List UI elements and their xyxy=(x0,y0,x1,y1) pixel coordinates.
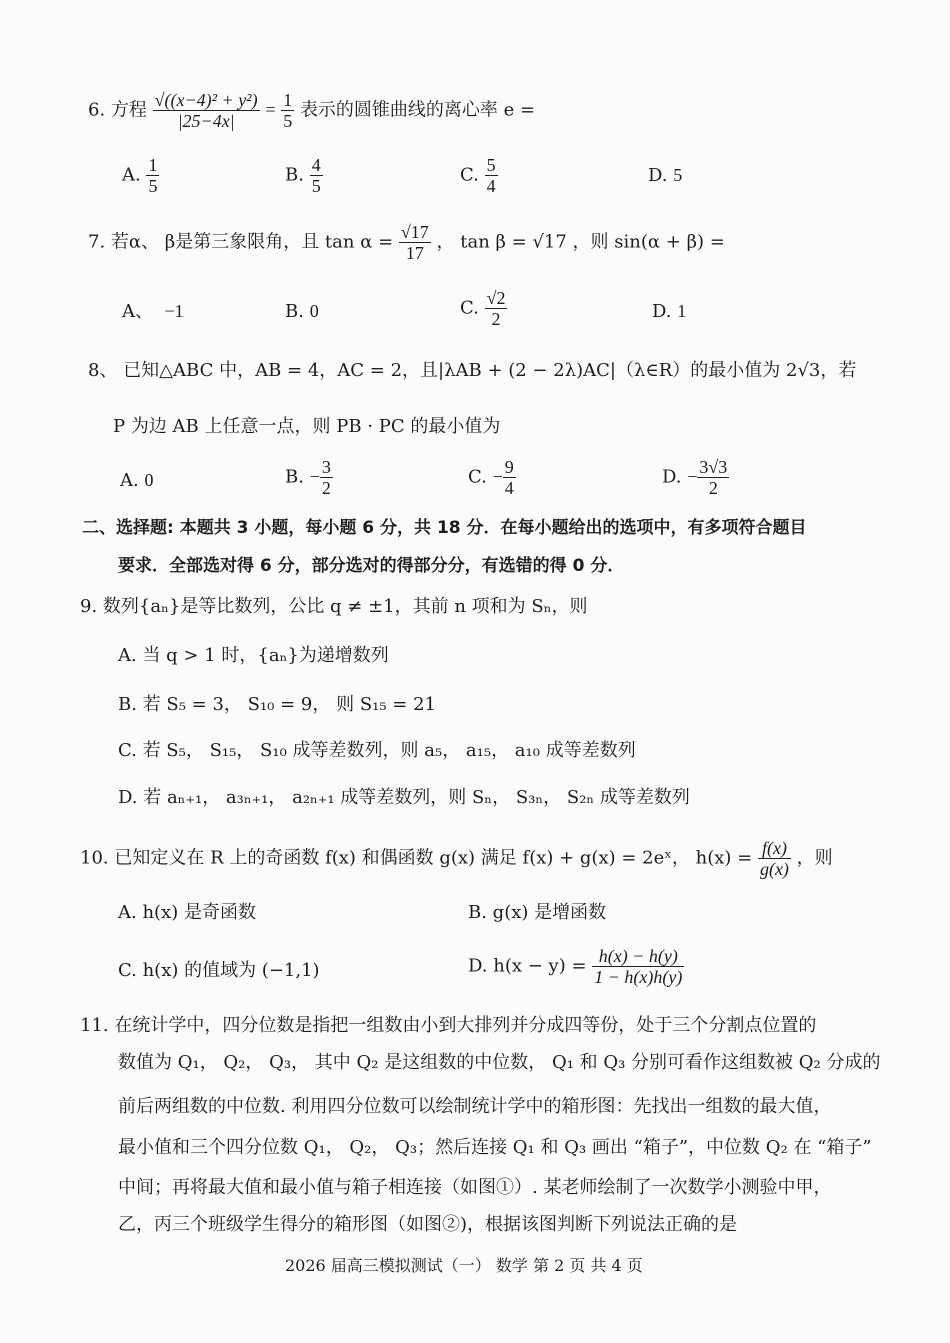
q11-line4: 最小值和三个四分位数 Q₁， Q₂， Q₃；然后连接 Q₁ 和 Q₃ 画出 “箱子”，中位数 Q₂ 在 “箱子” xyxy=(118,1137,872,1158)
q7-option-b xyxy=(285,298,319,325)
q6-suffix: 表示的圆锥曲线的离心率 e = xyxy=(299,99,536,121)
q8-option-c-label: C. xyxy=(468,466,487,488)
q10-h-numerator: f(x) xyxy=(758,838,791,859)
q7-option-c xyxy=(460,288,507,329)
q10-stem xyxy=(80,838,833,879)
q9-option-b: B. 若 S₅ = 3， S₁₀ = 9， 则 S₁₅ = 21 xyxy=(118,694,437,715)
q10-option-d-prefix: D. h(x − y) = xyxy=(468,955,587,977)
q6-option-b-label: B. xyxy=(285,164,304,186)
q6-option-c-label: C. xyxy=(460,164,479,186)
q6-option-a-label: A. xyxy=(122,164,141,186)
q8-option-c-num: 9 xyxy=(504,457,514,477)
q7-tan-fraction xyxy=(399,222,431,263)
q7-tan-denominator: 17 xyxy=(405,243,424,263)
q6-option-d-label: D. xyxy=(648,165,668,186)
q7-option-d-value: 1 xyxy=(677,301,687,321)
section2-line2: 要求．全部选对得 6 分，部分选对的得部分分，有选错的得 0 分． xyxy=(118,556,625,576)
q8-number: 8、 xyxy=(88,360,118,381)
q6-rhs-denominator: 5 xyxy=(283,111,293,131)
q11-line5: 中间；再将最大值和最小值与箱子相连接（如图①）. 某老师绘制了一次数学小测验中甲， xyxy=(118,1177,832,1198)
q8-option-d-label: D. xyxy=(662,466,682,488)
q7-tan-numerator: √17 xyxy=(400,222,429,242)
q8-option-a-value: 0 xyxy=(144,470,154,490)
q8-option-a-label: A. xyxy=(120,470,139,491)
q10-h-denominator: g(x) xyxy=(759,859,789,879)
q7-option-c-den: 2 xyxy=(491,309,501,329)
q10-option-d-fraction xyxy=(592,946,684,987)
q7-option-a-value: −1 xyxy=(164,301,184,321)
q6-option-c xyxy=(460,155,498,196)
q6-lhs-numerator: √((x−4)² + y²) xyxy=(154,90,258,110)
q7-option-d xyxy=(652,298,686,325)
q7-stem xyxy=(88,222,725,263)
q8-option-c-den: 4 xyxy=(504,478,514,498)
q9-stem: 9. 数列{aₙ}是等比数列，公比 q ≠ ±1，其前 n 项和为 Sₙ，则 xyxy=(80,596,588,617)
q8-option-b-label: B. xyxy=(285,466,304,488)
q10-option-b: B. g(x) 是增函数 xyxy=(468,902,607,923)
q8-option-c xyxy=(468,457,516,498)
q8-option-d-num: 3√3 xyxy=(699,457,728,477)
q7-option-a xyxy=(122,298,184,325)
q6-option-d-value: 5 xyxy=(673,165,683,185)
q7-number: 7. xyxy=(88,231,106,253)
q8-option-b-num: 3 xyxy=(321,457,331,477)
q6-option-b-den: 5 xyxy=(311,176,321,196)
q8-option-c-sign: − xyxy=(492,466,503,487)
q8-option-d-sign: − xyxy=(687,466,698,487)
q8-line2: P 为边 AB 上任意一点，则 PB · PC 的最小值为 xyxy=(113,416,501,437)
q6-lhs-fraction xyxy=(153,90,260,131)
q6-option-c-den: 4 xyxy=(486,176,496,196)
q7-part2: ， tan β = √17 ，则 sin(α + β) = xyxy=(436,231,725,253)
section2-line1: 二、选择题: 本题共 3 小题，每小题 6 分，共 18 分．在每小题给出的选项中，有多项符合题目 xyxy=(82,518,807,538)
q10-option-d xyxy=(468,946,684,987)
q6-rhs-numerator: 1 xyxy=(283,90,293,110)
q7-option-c-label: C. xyxy=(460,297,479,319)
q8-option-d xyxy=(662,457,729,498)
q7-option-d-label: D. xyxy=(652,301,672,322)
q8-option-d-den: 2 xyxy=(708,478,718,498)
q6-stem xyxy=(88,90,535,131)
q7-option-b-label: B. xyxy=(285,301,304,322)
q10-option-d-denominator: 1 − h(x)h(y) xyxy=(594,967,683,987)
q9-option-c: C. 若 S₅， S₁₅， S₁₀ 成等差数列，则 a₅， a₁₅， a₁₀ 成等差数列 xyxy=(118,740,636,761)
q6-option-a xyxy=(122,155,159,196)
q6-option-b xyxy=(285,155,323,196)
q10-option-d-numerator: h(x) − h(y) xyxy=(592,946,684,967)
q9-option-a: A. 当 q > 1 时，{aₙ}为递增数列 xyxy=(118,645,389,666)
q10-stem-text: 10. 已知定义在 R 上的奇函数 f(x) 和偶函数 g(x) 满足 f(x) + g(x) = 2eˣ， h(x) = xyxy=(80,847,753,869)
q8-option-b-sign: − xyxy=(309,466,320,487)
q11-line1: 11. 在统计学中，四分位数是指把一组数由小到大排列并分成四等份，处于三个分割点位置的 xyxy=(80,1015,817,1036)
q8-line1 xyxy=(88,358,856,384)
q9-option-d: D. 若 aₙ₊₁， a₃ₙ₊₁， a₂ₙ₊₁ 成等差数列，则 Sₙ， S₃ₙ， S₂ₙ 成等差数列 xyxy=(118,787,690,808)
q10-h-fraction xyxy=(758,838,791,879)
q6-prefix: 方程 xyxy=(110,99,147,121)
q8-option-a xyxy=(120,467,153,494)
q8-option-b-den: 2 xyxy=(321,478,331,498)
q7-part1: 若α、 β是第三象限角，且 tan α = xyxy=(110,231,394,253)
q7-option-a-label: A、 xyxy=(122,301,153,322)
q6-option-b-num: 4 xyxy=(311,155,321,175)
q6-option-a-den: 5 xyxy=(148,176,158,196)
q6-lhs-denominator: |25−4x| xyxy=(177,111,235,131)
q10-option-c: C. h(x) 的值域为 (−1,1) xyxy=(118,960,320,981)
q11-line6: 乙，丙三个班级学生得分的箱形图（如图②)，根据该图判断下列说法正确的是 xyxy=(118,1214,738,1235)
q7-option-c-num: √2 xyxy=(486,288,506,308)
q6-option-c-num: 5 xyxy=(486,155,496,175)
q6-rhs-fraction xyxy=(281,90,294,131)
q6-equals: = xyxy=(265,99,276,120)
q10-stem-end: ，则 xyxy=(796,847,833,869)
q11-line2: 数值为 Q₁， Q₂， Q₃， 其中 Q₂ 是这组数的中位数， Q₁ 和 Q₃ 分别可看作这组数被 Q₂ 分成的 xyxy=(118,1052,881,1073)
q8-option-b xyxy=(285,457,333,498)
q6-number: 6. xyxy=(88,99,106,121)
q7-option-b-value: 0 xyxy=(309,301,319,321)
q10-option-a: A. h(x) 是奇函数 xyxy=(118,902,256,923)
q6-option-a-num: 1 xyxy=(148,155,158,175)
q6-option-d xyxy=(648,162,682,189)
page-footer: 2026 届高三模拟测试（一） 数学 第 2 页 共 4 页 xyxy=(285,1256,643,1275)
q8-line1-text: 已知△ABC 中，AB = 4，AC = 2，且|λAB + (2 − 2λ)AC|（λ∈R）的最小值为 2√3，若 xyxy=(123,360,857,381)
q11-line3: 前后两组数的中位数. 利用四分位数可以绘制统计学中的箱形图：先找出一组数的最大值， xyxy=(118,1096,832,1117)
